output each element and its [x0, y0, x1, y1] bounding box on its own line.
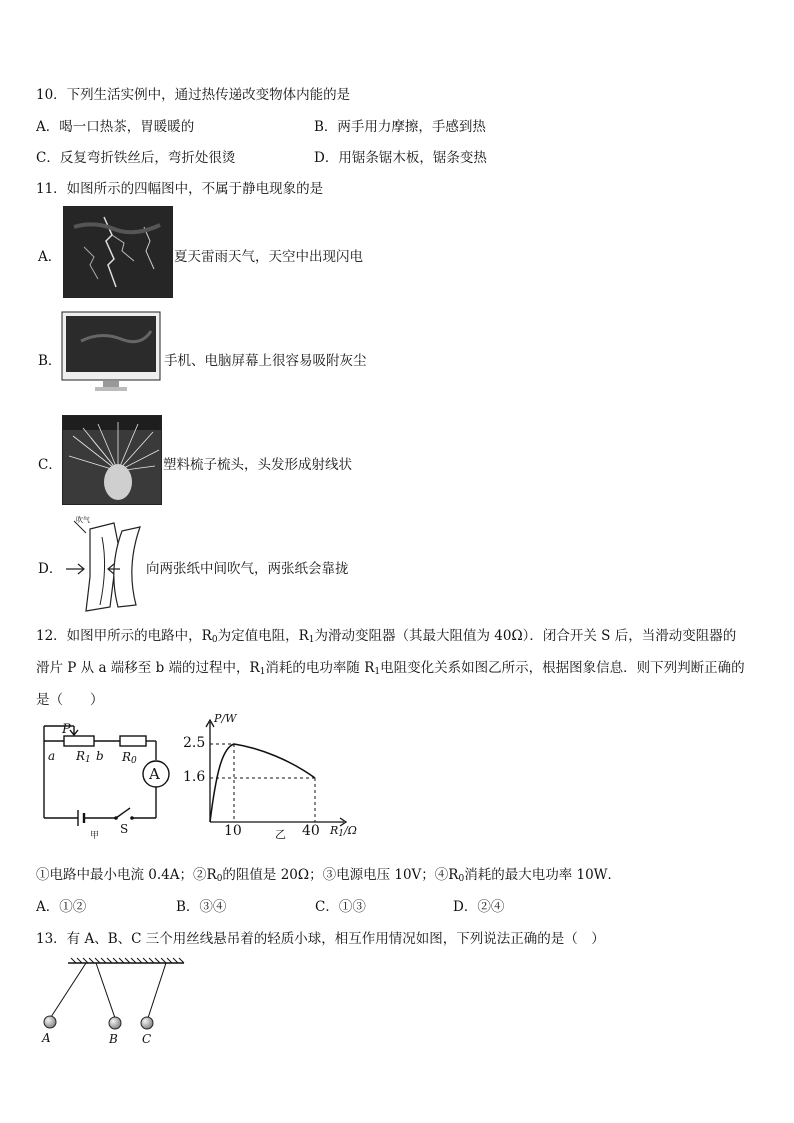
monitor-image	[61, 311, 161, 393]
q11-option-c-label: C．	[38, 457, 62, 473]
x-tick-40: 40	[302, 823, 320, 839]
q13-stem: 13．有 A、B、C 三个用丝线悬吊着的轻质小球，相互作用情况如图，下列说法正确的是（ ）	[36, 931, 605, 947]
switch-s-label: S	[120, 822, 129, 836]
q12-stem-line2: 滑片 P 从 a 端移至 b 端的过程中，$R_1$消耗的电功率随 $R_1$电阻变化关系如图乙所示，根据图象信息．则下列判断正确的	[36, 660, 745, 677]
y-axis-label: P/W	[214, 712, 237, 725]
end-b-label: b	[96, 749, 104, 763]
q10-option-c: C．反复弯折铁丝后，弯折处很烫	[36, 150, 236, 166]
q11-option-d-text: 向两张纸中间吹气，两张纸会靠拢	[146, 561, 349, 577]
q12-option-b: B．③④	[176, 899, 227, 915]
x-axis-label: $R_1/\Omega$	[330, 824, 357, 839]
ammeter-label: A	[149, 765, 160, 783]
q11-option-a-text: 夏天雷雨天气，天空中出现闪电	[174, 249, 363, 265]
hanging-balls-figure	[38, 955, 188, 1050]
power-resistance-graph	[180, 714, 360, 842]
figure-jia-label: 甲	[90, 831, 100, 841]
r0-label: $R_0$	[122, 750, 137, 766]
ball-b-label: B	[109, 1032, 118, 1046]
q11-option-c-text: 塑料梳子梳头，头发形成射线状	[163, 457, 352, 473]
r1-label: $R_1$	[76, 749, 91, 765]
circuit-diagram	[38, 718, 186, 844]
slider-p-label: P	[62, 722, 71, 737]
q11-option-a-label: A．	[38, 249, 62, 265]
q12-stem-line1: 12．如图甲所示的电路中，$R_0$为定值电阻，$R_1$为滑动变阻器（其最大阻值为 40Ω）．闭合开关 S 后，当滑动变阻器的	[36, 628, 737, 645]
q11-option-b-text: 手机、电脑屏幕上很容易吸附灰尘	[164, 353, 367, 369]
y-tick-1-6: 1.6	[183, 769, 206, 785]
hair-image	[62, 415, 162, 505]
q10-option-b: B．两手用力摩擦，手感到热	[314, 119, 486, 135]
paper-blow-image	[62, 517, 144, 613]
q12-option-a: A．①②	[36, 899, 87, 915]
q10-option-d: D．用锯条锯木板，锯条变热	[314, 150, 487, 166]
q12-statements: ①电路中最小电流 0.4A；$②R_0$的阻值是 20Ω；③电源电压 10V；$④R_0$消耗的最大电功率 10W．	[36, 867, 622, 884]
lightning-image	[63, 206, 173, 298]
end-a-label: a	[48, 749, 56, 763]
blow-label: 吹气	[76, 516, 90, 524]
q11-option-b-label: B．	[38, 353, 62, 369]
q11-option-d-label: D．	[38, 561, 63, 577]
q12-option-d: D．②④	[453, 899, 505, 915]
ball-a-label: A	[42, 1031, 51, 1045]
q10-option-a: A．喝一口热茶，胃暖暖的	[36, 119, 195, 135]
q12-stem-line3: 是（ ）	[36, 692, 104, 708]
q12-option-c: C．①③	[315, 899, 366, 915]
q10-stem: 10．下列生活实例中，通过热传递改变物体内能的是	[36, 87, 351, 103]
ball-c-label: C	[142, 1032, 152, 1046]
figure-yi-label: 乙	[275, 828, 286, 841]
x-tick-10: 10	[224, 823, 242, 839]
y-tick-2-5: 2.5	[183, 735, 206, 751]
q11-stem: 11．如图所示的四幅图中，不属于静电现象的是	[36, 181, 324, 197]
